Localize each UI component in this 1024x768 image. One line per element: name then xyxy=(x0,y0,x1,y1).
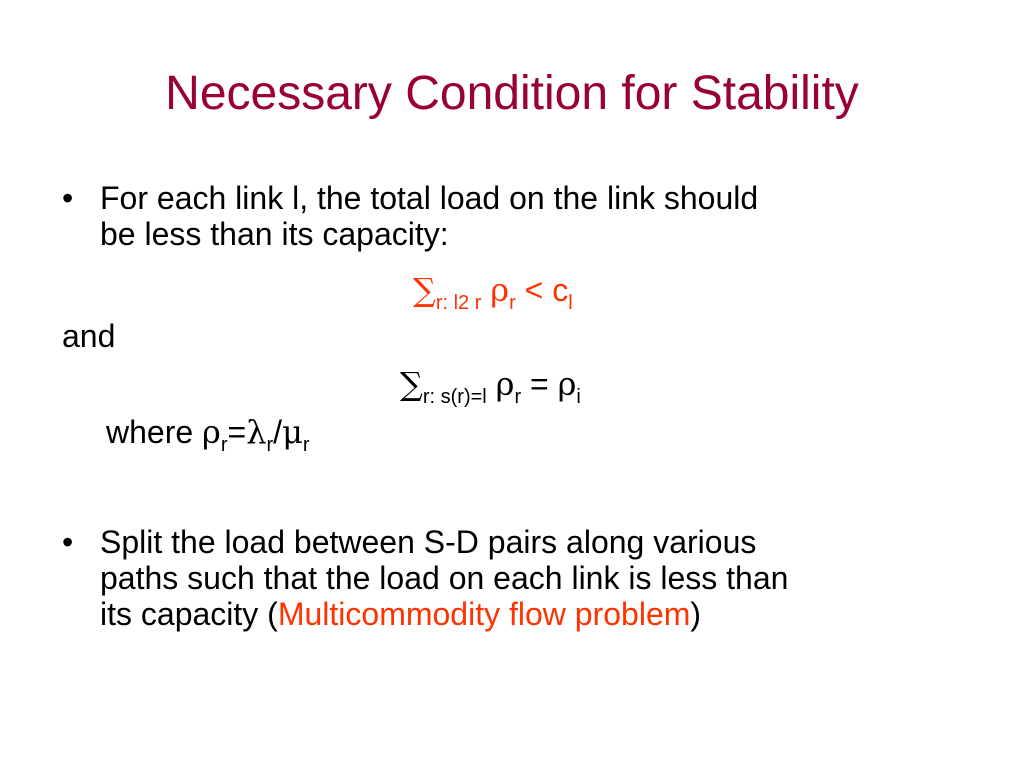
rho-subscript: i xyxy=(576,386,581,408)
rho-subscript: r xyxy=(514,386,522,408)
rho-symbol: ρ xyxy=(490,271,510,309)
bullet-line: be less than its capacity: xyxy=(100,216,449,252)
where-word: where xyxy=(106,414,203,450)
bullet-line: paths such that the load on each link is less than xyxy=(100,560,789,596)
lambda-symbol: λ xyxy=(246,413,267,451)
slash: / xyxy=(273,414,283,450)
bullet-line: For each link l, the total load on the link should xyxy=(100,180,759,216)
bullet-line xyxy=(100,596,788,632)
rho-symbol: ρ xyxy=(202,413,221,451)
bullet-text: its capacity ( xyxy=(100,596,278,632)
mu-subscript: r xyxy=(302,434,310,456)
summation-subscript: r: s(r)=l xyxy=(422,386,487,408)
rho-subscript: r xyxy=(220,434,228,456)
summation-symbol: ∑ xyxy=(413,271,436,309)
rho-symbol: ρ xyxy=(557,365,577,403)
rho-definition xyxy=(106,414,310,455)
bullet-text: ) xyxy=(690,596,702,632)
mu-symbol: μ xyxy=(282,413,303,451)
bullet-marker: • xyxy=(62,180,74,216)
lambda-subscript: r xyxy=(266,434,274,456)
multicommodity-flow-highlight: Multicommodity flow problem xyxy=(277,596,691,632)
bullet-marker: • xyxy=(62,524,74,560)
summation-symbol: ∑ xyxy=(400,365,423,403)
less-than-capacity: < c xyxy=(524,272,569,308)
and-text: and xyxy=(62,318,116,354)
rho-symbol: ρ xyxy=(495,365,515,403)
rho-subscript: r xyxy=(509,292,516,314)
summation-subscript: r: l2 r xyxy=(435,292,482,314)
bullet-line: Split the load between S-D pairs along various xyxy=(100,524,757,560)
link-capacity-inequality xyxy=(413,272,573,313)
source-load-equation xyxy=(400,366,581,407)
slide-title: Necessary Condition for Stability xyxy=(165,67,859,120)
equals-sign: = xyxy=(530,366,549,402)
equals-sign: = xyxy=(227,414,247,450)
capacity-subscript: l xyxy=(568,292,573,314)
